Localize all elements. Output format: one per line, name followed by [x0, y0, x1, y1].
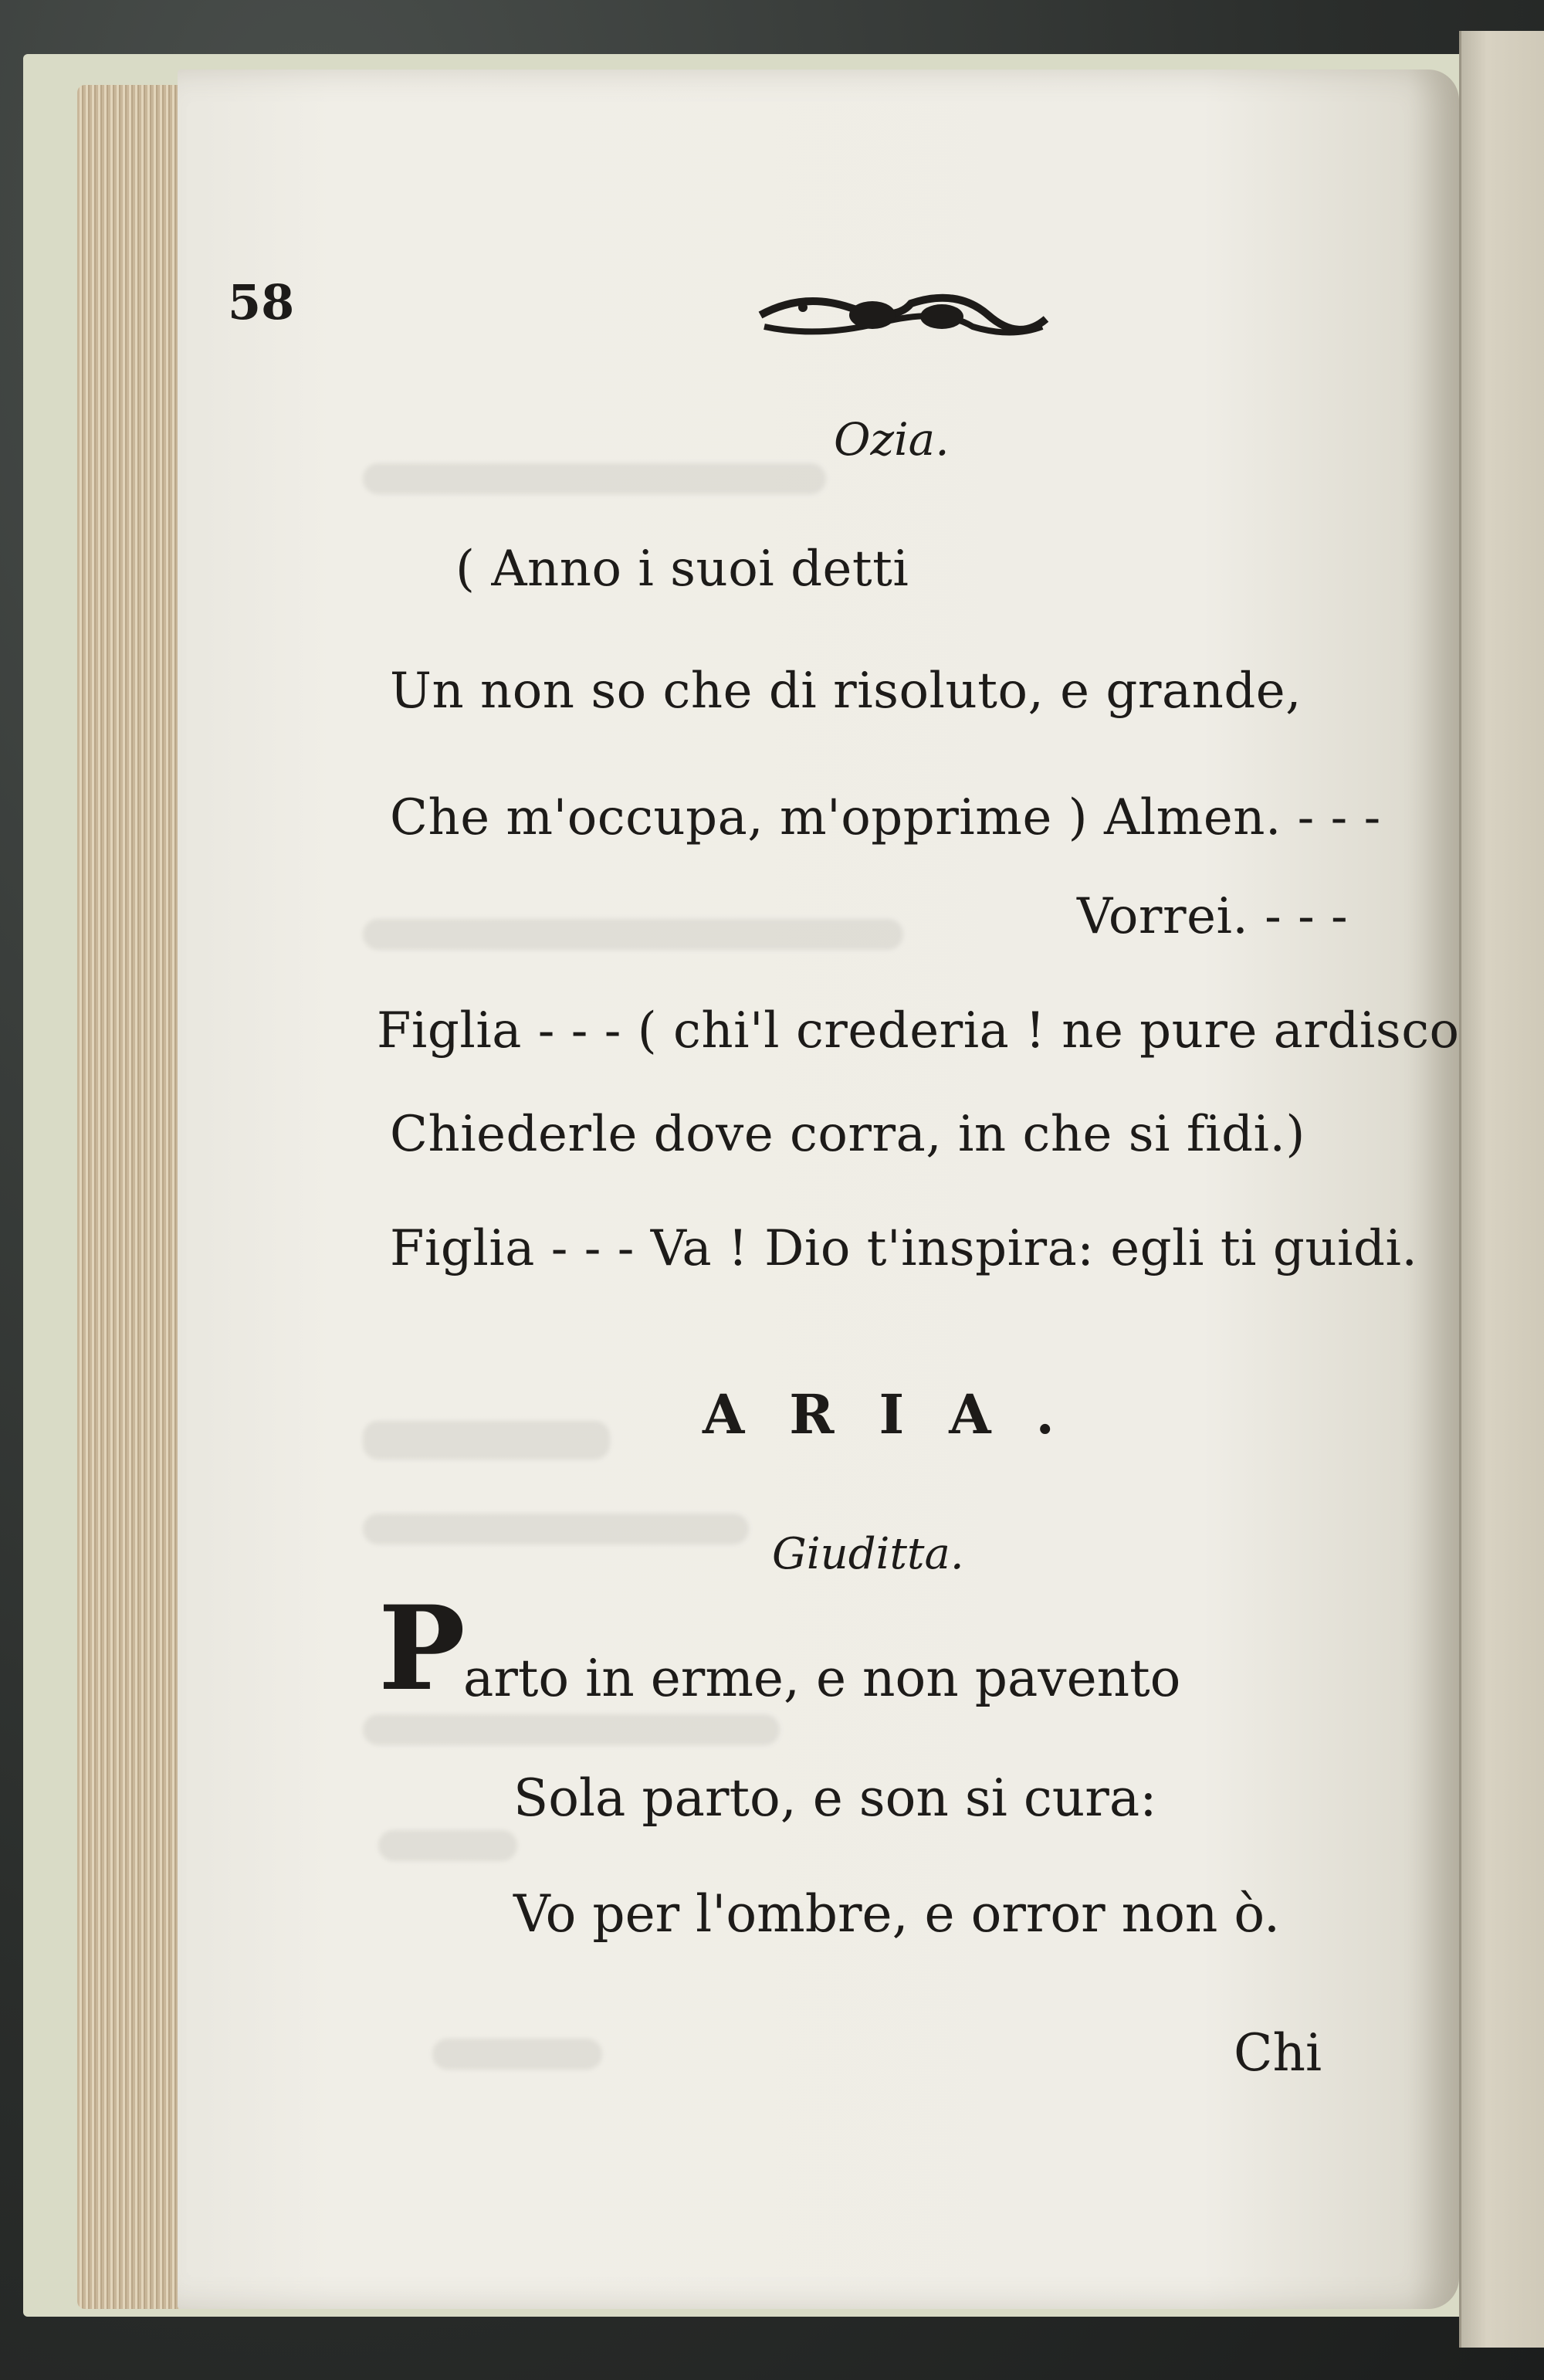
aria-line: Vo per l'ombre, e orror non ò.	[513, 1884, 1280, 1944]
verse-line: Chiederle dove corra, in che si fidi.)	[390, 1106, 1305, 1163]
catchword: Chi	[1234, 2023, 1322, 2083]
show-through-mark	[363, 463, 826, 494]
verse-line: Figlia - - - ( chi'l crederia ! ne pure ardisco	[377, 1002, 1460, 1059]
aria-speaker-name: Giuditta.	[772, 1529, 964, 1579]
show-through-mark	[363, 1421, 610, 1460]
verse-line: Vorrei. - - -	[1077, 888, 1349, 945]
facing-page-edge	[1459, 31, 1544, 2348]
show-through-mark	[363, 1514, 749, 1544]
printer-ornament-icon	[757, 284, 1050, 346]
aria-line: Sola parto, e son si cura:	[513, 1768, 1157, 1828]
verse-line: Figlia - - - Va ! Dio t'inspira: egli ti guidi.	[390, 1220, 1418, 1277]
show-through-mark	[363, 1714, 780, 1745]
drop-cap: P	[378, 1581, 466, 1717]
show-through-mark	[363, 919, 903, 950]
page-stack-edges	[77, 85, 193, 2309]
verse-line: Un non so che di risoluto, e grande,	[390, 663, 1302, 720]
speaker-name: Ozia.	[834, 413, 950, 466]
aria-line: arto in erme, e non pavento	[463, 1649, 1181, 1708]
show-through-mark	[432, 2039, 602, 2070]
show-through-mark	[378, 1830, 517, 1861]
verse-line: Che m'occupa, m'opprime ) Almen. - - -	[390, 789, 1381, 846]
page-number: 58	[228, 274, 295, 331]
verse-line: ( Anno i suoi detti	[455, 541, 909, 598]
aria-heading: ARIA.	[703, 1382, 1099, 1446]
book-page	[178, 70, 1459, 2309]
